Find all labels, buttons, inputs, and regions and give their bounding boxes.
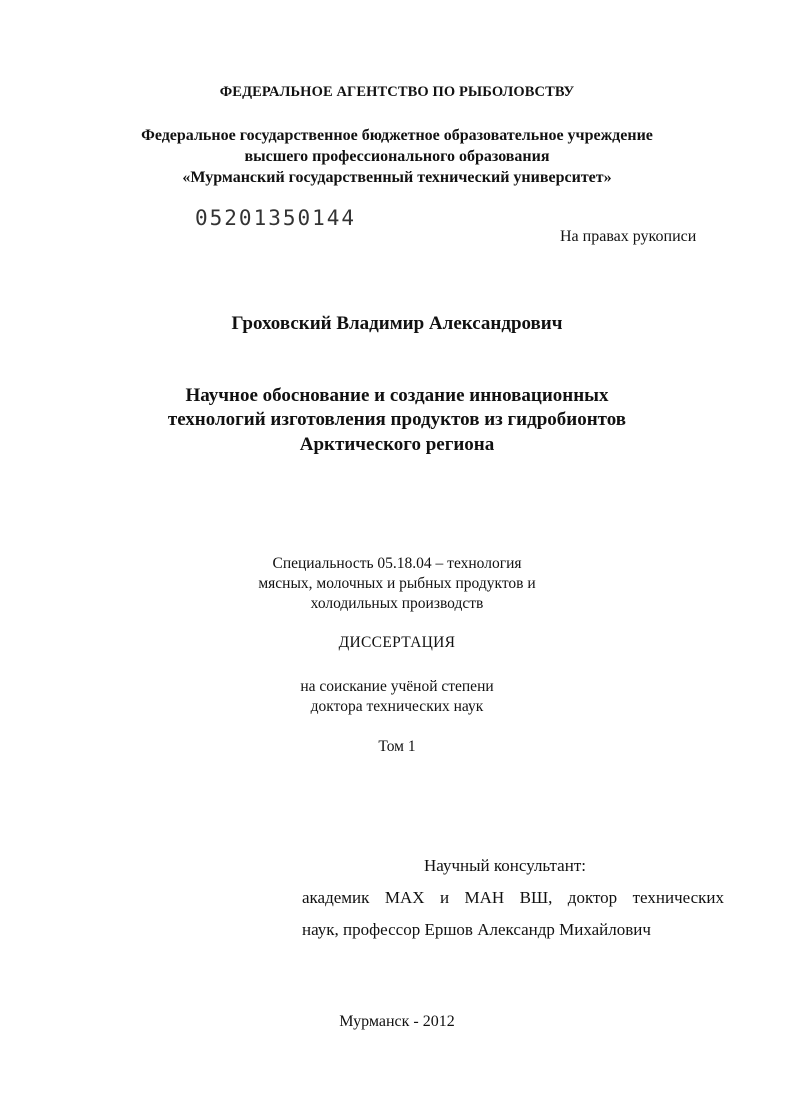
degree-line-1: на соискание учёной степени	[300, 678, 494, 695]
specialty-line-3: холодильных производств	[310, 595, 484, 612]
consultant-line-2: наук, профессор Ершов Александр Михайлович	[302, 920, 651, 939]
agency-name: ФЕДЕРАЛЬНОЕ АГЕНТСТВО ПО РЫБОЛОВСТВУ	[219, 84, 575, 100]
place-and-year: Мурманск - 2012	[339, 1013, 455, 1030]
thesis-title-line-1: Научное обоснование и создание инновационных	[185, 385, 609, 406]
institution-line-1: Федеральное государственное бюджетное образовательное учреждение	[141, 127, 653, 144]
thesis-title-line-3: Арктического региона	[299, 434, 495, 455]
consultant-line-1: академик МАХ и МАН ВШ, доктор технических	[302, 888, 724, 907]
manuscript-rights-note: На правах рукописи	[560, 228, 697, 245]
specialty-line-2: мясных, молочных и рыбных продуктов и	[258, 575, 536, 592]
author-name: Гроховский Владимир Александрович	[231, 313, 563, 334]
volume-number: Том 1	[378, 738, 416, 755]
specialty-line-1: Специальность 05.18.04 – технология	[272, 555, 522, 572]
institution-line-2: высшего профессионального образования	[244, 148, 550, 165]
degree-line-2: доктора технических наук	[310, 698, 484, 715]
institution-line-3: «Мурманский государственный технический университет»	[182, 169, 612, 186]
registry-number: 05201350144	[195, 206, 357, 230]
document-type: ДИССЕРТАЦИЯ	[338, 634, 456, 651]
consultant-title: Научный консультант:	[424, 856, 586, 875]
thesis-title-line-2: технологий изготовления продуктов из гидробионтов	[167, 409, 627, 430]
